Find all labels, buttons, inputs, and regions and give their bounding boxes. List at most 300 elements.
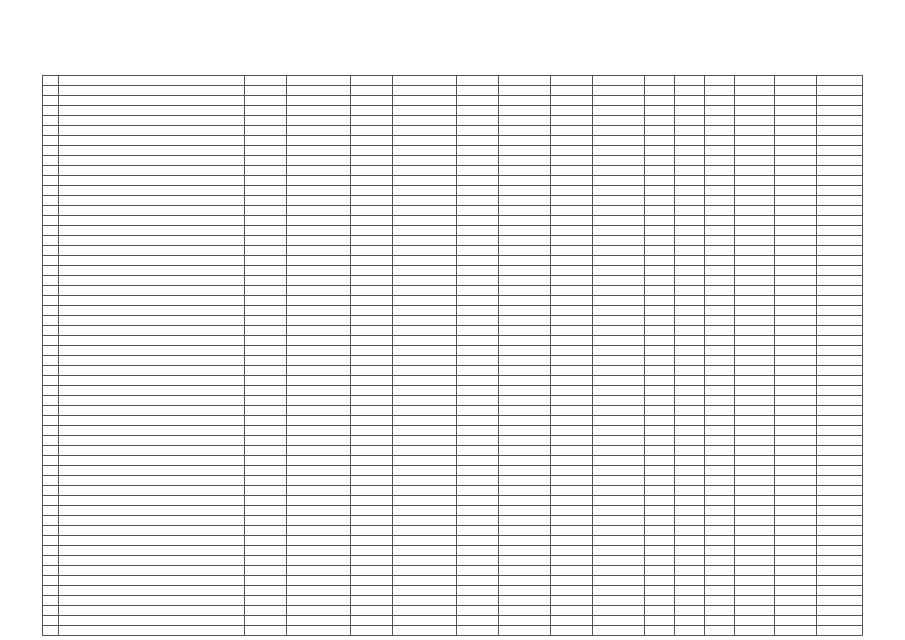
table-cell <box>393 316 457 326</box>
table-cell <box>735 86 775 96</box>
table-cell <box>245 536 287 546</box>
table-cell <box>43 526 59 536</box>
table-cell <box>675 596 705 606</box>
table-cell <box>593 316 645 326</box>
table-cell <box>735 76 775 86</box>
table-cell <box>593 96 645 106</box>
table-cell <box>287 516 351 526</box>
table-row <box>43 526 863 536</box>
table-cell <box>735 226 775 236</box>
table-cell <box>59 626 245 636</box>
table-cell <box>705 466 735 476</box>
table-row <box>43 606 863 616</box>
table-cell <box>287 386 351 396</box>
table-cell <box>43 366 59 376</box>
table-cell <box>393 126 457 136</box>
table-row <box>43 556 863 566</box>
table-cell <box>775 146 817 156</box>
table-cell <box>43 546 59 556</box>
table-cell <box>645 326 675 336</box>
table-cell <box>245 356 287 366</box>
table-cell <box>457 576 499 586</box>
table-cell <box>735 476 775 486</box>
table-cell <box>287 356 351 366</box>
table-cell <box>645 356 675 366</box>
table-cell <box>551 546 593 556</box>
table-cell <box>351 216 393 226</box>
table-cell <box>457 476 499 486</box>
table-cell <box>675 366 705 376</box>
table-cell <box>287 616 351 626</box>
table-cell <box>675 476 705 486</box>
table-cell <box>43 356 59 366</box>
table-cell <box>499 296 551 306</box>
table-cell <box>705 356 735 366</box>
table-row <box>43 106 863 116</box>
table-cell <box>245 366 287 376</box>
table-cell <box>245 196 287 206</box>
table-row <box>43 586 863 596</box>
table-cell <box>59 316 245 326</box>
table-cell <box>245 426 287 436</box>
table-cell <box>775 536 817 546</box>
table-cell <box>287 266 351 276</box>
table-cell <box>59 196 245 206</box>
table-cell <box>59 166 245 176</box>
table-cell <box>735 486 775 496</box>
table-cell <box>499 216 551 226</box>
table-cell <box>551 346 593 356</box>
table-cell <box>735 336 775 346</box>
table-cell <box>59 146 245 156</box>
table-cell <box>817 526 863 536</box>
table-cell <box>775 346 817 356</box>
table-cell <box>645 196 675 206</box>
table-cell <box>351 386 393 396</box>
table-cell <box>735 616 775 626</box>
table-cell <box>551 616 593 626</box>
table-cell <box>675 576 705 586</box>
table-cell <box>59 296 245 306</box>
table-cell <box>551 226 593 236</box>
table-cell <box>775 446 817 456</box>
table-cell <box>645 86 675 96</box>
table-cell <box>457 106 499 116</box>
table-cell <box>245 136 287 146</box>
table-cell <box>393 396 457 406</box>
table-cell <box>735 216 775 226</box>
table-row <box>43 396 863 406</box>
table-row <box>43 456 863 466</box>
table-cell <box>817 126 863 136</box>
table-cell <box>551 196 593 206</box>
table-cell <box>393 446 457 456</box>
table-cell <box>499 246 551 256</box>
table-cell <box>287 366 351 376</box>
table-cell <box>775 416 817 426</box>
table-cell <box>645 126 675 136</box>
table-cell <box>705 346 735 356</box>
table-row <box>43 416 863 426</box>
table-cell <box>735 266 775 276</box>
table-cell <box>457 616 499 626</box>
table-cell <box>817 136 863 146</box>
table-row <box>43 486 863 496</box>
table-cell <box>245 606 287 616</box>
table-cell <box>393 116 457 126</box>
table-cell <box>817 346 863 356</box>
table-cell <box>593 496 645 506</box>
table-cell <box>287 336 351 346</box>
table-cell <box>457 496 499 506</box>
table-cell <box>287 186 351 196</box>
table-cell <box>551 316 593 326</box>
table-cell <box>245 346 287 356</box>
table-cell <box>499 546 551 556</box>
table-cell <box>287 406 351 416</box>
table-cell <box>59 436 245 446</box>
table-cell <box>43 96 59 106</box>
table-cell <box>287 196 351 206</box>
table-cell <box>705 76 735 86</box>
table-row <box>43 426 863 436</box>
table-cell <box>593 386 645 396</box>
table-cell <box>499 516 551 526</box>
table-cell <box>351 586 393 596</box>
table-cell <box>645 346 675 356</box>
table-cell <box>59 576 245 586</box>
table-cell <box>645 436 675 446</box>
table-cell <box>287 216 351 226</box>
table-cell <box>351 146 393 156</box>
table-cell <box>593 406 645 416</box>
table-cell <box>43 136 59 146</box>
table-cell <box>245 496 287 506</box>
table-cell <box>393 286 457 296</box>
table-cell <box>817 376 863 386</box>
table-cell <box>457 116 499 126</box>
table-cell <box>499 126 551 136</box>
table-cell <box>645 396 675 406</box>
table-cell <box>775 356 817 366</box>
table-cell <box>393 496 457 506</box>
table-cell <box>775 96 817 106</box>
table-cell <box>705 486 735 496</box>
table-cell <box>43 186 59 196</box>
table-cell <box>705 116 735 126</box>
table-cell <box>775 586 817 596</box>
table-cell <box>817 86 863 96</box>
table-cell <box>499 136 551 146</box>
table-row <box>43 156 863 166</box>
table-cell <box>245 626 287 636</box>
table-cell <box>43 226 59 236</box>
table-cell <box>593 456 645 466</box>
table-cell <box>705 306 735 316</box>
table-cell <box>705 506 735 516</box>
table-cell <box>59 536 245 546</box>
table-cell <box>457 426 499 436</box>
table-cell <box>817 616 863 626</box>
table-cell <box>817 96 863 106</box>
table-cell <box>287 316 351 326</box>
table-cell <box>675 336 705 346</box>
table-cell <box>775 456 817 466</box>
table-cell <box>457 246 499 256</box>
table-cell <box>287 496 351 506</box>
table-cell <box>393 96 457 106</box>
table-cell <box>645 146 675 156</box>
table-cell <box>551 276 593 286</box>
table-cell <box>43 326 59 336</box>
table-cell <box>245 466 287 476</box>
table-cell <box>817 576 863 586</box>
table-cell <box>393 326 457 336</box>
table-cell <box>593 86 645 96</box>
table-cell <box>43 586 59 596</box>
table-cell <box>735 326 775 336</box>
table-cell <box>245 326 287 336</box>
table-cell <box>735 116 775 126</box>
table-cell <box>705 436 735 446</box>
table-cell <box>817 366 863 376</box>
table-cell <box>817 226 863 236</box>
table-cell <box>393 466 457 476</box>
table-row <box>43 346 863 356</box>
table-cell <box>675 246 705 256</box>
table-row <box>43 516 863 526</box>
table-cell <box>645 306 675 316</box>
table-cell <box>675 86 705 96</box>
table-cell <box>457 336 499 346</box>
table-cell <box>735 126 775 136</box>
table-cell <box>775 226 817 236</box>
table-cell <box>245 166 287 176</box>
table-cell <box>393 236 457 246</box>
table-cell <box>59 366 245 376</box>
table-cell <box>59 276 245 286</box>
table-cell <box>351 186 393 196</box>
table-cell <box>593 596 645 606</box>
table-cell <box>59 116 245 126</box>
table-cell <box>457 76 499 86</box>
table-cell <box>59 306 245 316</box>
table-cell <box>705 196 735 206</box>
table-cell <box>393 386 457 396</box>
table-cell <box>593 376 645 386</box>
table-cell <box>593 196 645 206</box>
table-cell <box>59 206 245 216</box>
table-cell <box>287 206 351 216</box>
table-cell <box>675 456 705 466</box>
table-cell <box>499 506 551 516</box>
table-cell <box>645 596 675 606</box>
table-cell <box>457 86 499 96</box>
table-cell <box>351 466 393 476</box>
table-cell <box>817 446 863 456</box>
table-cell <box>817 266 863 276</box>
table-cell <box>775 136 817 146</box>
table-cell <box>593 476 645 486</box>
table-cell <box>245 186 287 196</box>
table-cell <box>593 106 645 116</box>
table-cell <box>393 616 457 626</box>
table-cell <box>551 516 593 526</box>
table-cell <box>775 186 817 196</box>
table-cell <box>593 466 645 476</box>
table-cell <box>551 586 593 596</box>
table-cell <box>551 86 593 96</box>
table-cell <box>245 126 287 136</box>
table-cell <box>351 506 393 516</box>
table-cell <box>393 456 457 466</box>
table-cell <box>645 96 675 106</box>
table-cell <box>775 106 817 116</box>
table-cell <box>775 386 817 396</box>
table-cell <box>645 406 675 416</box>
table-cell <box>735 426 775 436</box>
table-cell <box>551 106 593 116</box>
table-cell <box>705 266 735 276</box>
table-cell <box>817 336 863 346</box>
table-cell <box>43 276 59 286</box>
table-cell <box>593 396 645 406</box>
table-cell <box>393 366 457 376</box>
table-cell <box>817 436 863 446</box>
table-cell <box>245 156 287 166</box>
table-cell <box>551 96 593 106</box>
table-cell <box>705 366 735 376</box>
table-cell <box>457 216 499 226</box>
table-cell <box>817 426 863 436</box>
table-cell <box>705 496 735 506</box>
table-cell <box>351 156 393 166</box>
table-cell <box>735 396 775 406</box>
table-cell <box>775 176 817 186</box>
table-cell <box>393 296 457 306</box>
table-cell <box>735 156 775 166</box>
table-cell <box>735 436 775 446</box>
table-cell <box>245 116 287 126</box>
table-cell <box>43 396 59 406</box>
table-row <box>43 126 863 136</box>
table-cell <box>59 126 245 136</box>
table-cell <box>593 356 645 366</box>
table-cell <box>775 396 817 406</box>
table-cell <box>393 586 457 596</box>
table-cell <box>645 286 675 296</box>
table-cell <box>59 616 245 626</box>
table-cell <box>705 606 735 616</box>
table-cell <box>499 146 551 156</box>
table-cell <box>393 276 457 286</box>
table-cell <box>645 236 675 246</box>
table-cell <box>59 406 245 416</box>
table-cell <box>675 196 705 206</box>
table-cell <box>817 306 863 316</box>
data-table <box>42 75 863 636</box>
table-cell <box>351 176 393 186</box>
table-cell <box>675 226 705 236</box>
table-cell <box>675 396 705 406</box>
table-cell <box>351 566 393 576</box>
table-cell <box>817 556 863 566</box>
table-cell <box>775 216 817 226</box>
table-cell <box>705 336 735 346</box>
table-cell <box>393 436 457 446</box>
table-cell <box>817 496 863 506</box>
table-cell <box>705 446 735 456</box>
table-cell <box>59 106 245 116</box>
table-cell <box>43 106 59 116</box>
table-cell <box>351 606 393 616</box>
table-cell <box>551 216 593 226</box>
table-cell <box>593 186 645 196</box>
table-cell <box>705 186 735 196</box>
table-row <box>43 286 863 296</box>
table-cell <box>735 496 775 506</box>
table-cell <box>675 116 705 126</box>
table-cell <box>499 406 551 416</box>
table-cell <box>351 236 393 246</box>
table-cell <box>393 86 457 96</box>
table-cell <box>59 556 245 566</box>
table-cell <box>593 216 645 226</box>
table-cell <box>705 386 735 396</box>
table-row <box>43 196 863 206</box>
table-cell <box>351 316 393 326</box>
table-cell <box>393 216 457 226</box>
table-cell <box>43 166 59 176</box>
table-cell <box>43 516 59 526</box>
table-cell <box>645 156 675 166</box>
table-cell <box>775 546 817 556</box>
table-cell <box>551 396 593 406</box>
table-cell <box>499 376 551 386</box>
table-cell <box>43 336 59 346</box>
table-cell <box>645 576 675 586</box>
table-cell <box>551 76 593 86</box>
table-cell <box>351 116 393 126</box>
table-cell <box>457 416 499 426</box>
table-cell <box>593 506 645 516</box>
table-cell <box>245 206 287 216</box>
table-cell <box>43 346 59 356</box>
table-cell <box>351 556 393 566</box>
table-cell <box>245 306 287 316</box>
table-cell <box>393 536 457 546</box>
table-cell <box>551 536 593 546</box>
table-cell <box>351 406 393 416</box>
table-cell <box>287 526 351 536</box>
table-cell <box>457 296 499 306</box>
table-cell <box>499 486 551 496</box>
table-cell <box>43 556 59 566</box>
table-cell <box>351 266 393 276</box>
table-cell <box>287 286 351 296</box>
table-cell <box>705 316 735 326</box>
table-cell <box>43 626 59 636</box>
table-cell <box>775 556 817 566</box>
table-cell <box>675 306 705 316</box>
table-cell <box>499 326 551 336</box>
table-cell <box>59 476 245 486</box>
table-cell <box>59 266 245 276</box>
table-cell <box>287 236 351 246</box>
table-cell <box>457 356 499 366</box>
table-cell <box>551 256 593 266</box>
table-cell <box>817 476 863 486</box>
